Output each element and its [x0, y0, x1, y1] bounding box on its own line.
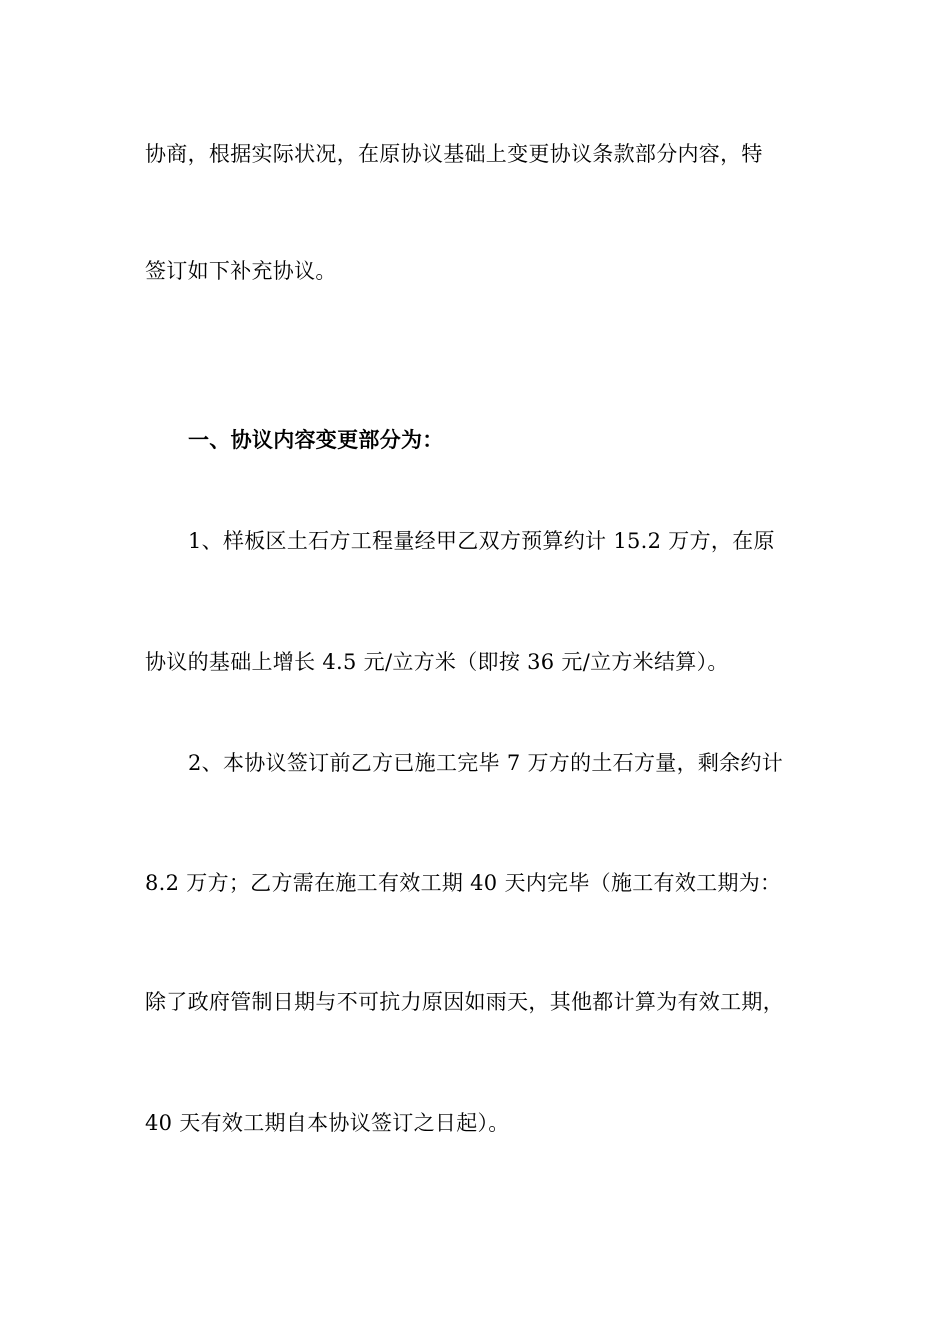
section-heading: 一、协议内容变更部分为： [188, 427, 444, 452]
paragraph-line: 签订如下补充协议。 [145, 259, 337, 283]
clause-line: 2、本协议签订前乙方已施工完毕 7 万方的土石方量，剩余约计 [188, 751, 784, 775]
clause-line: 40 天有效工期自本协议签订之日起）。 [145, 1111, 510, 1135]
clause-line: 8.2 万方；乙方需在施工有效工期 40 天内完毕（施工有效工期为： [145, 871, 782, 895]
clause-line: 除了政府管制日期与不可抗力原因如雨天，其他都计算为有效工期， [145, 990, 784, 1014]
paragraph-line: 协商，根据实际状况，在原协议基础上变更协议条款部分内容，特 [145, 142, 763, 166]
clause-line: 1、样板区土石方工程量经甲乙双方预算约计 15.2 万方，在原 [188, 529, 775, 553]
clause-line: 协议的基础上增长 4.5 元/立方米（即按 36 元/立方米结算）。 [145, 650, 729, 674]
